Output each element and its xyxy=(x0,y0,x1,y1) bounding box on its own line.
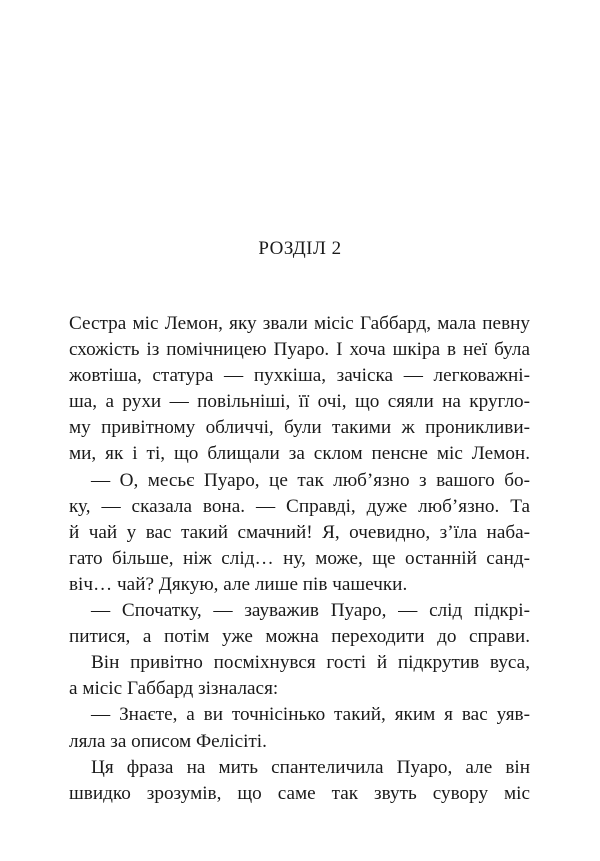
text-line: му привітному обличчі, були такими ж проникливи- xyxy=(69,417,530,439)
text-line: швидко зрозумів, що саме так звуть сувору міс xyxy=(69,782,530,804)
text-line: — О, месьє Пуаро, це так люб’язно з вашого бо- xyxy=(91,469,530,491)
text-line: Сестра міс Лемон, яку звали місіс Габбард, мала певну xyxy=(69,313,530,334)
text-line: віч… чай? Дякую, але лише пів чашечки. xyxy=(69,573,408,595)
text-line: гато більше, ніж слід… ну, може, ще останній санд- xyxy=(69,547,530,569)
text-line: ляла за описом Фелісіті. xyxy=(69,730,267,752)
text-line: Ця фраза на мить спантеличила Пуаро, але він xyxy=(91,756,530,778)
text-line: й чай у вас такий смачний! Я, очевидно, з’їла наба- xyxy=(69,521,530,543)
text-line: — Спочатку, — зауважив Пуаро, — слід підкрі- xyxy=(91,600,530,622)
text-line: — Знаєте, а ви точнісінько такий, яким я вас уяв- xyxy=(91,704,530,726)
chapter-title: РОЗДІЛ 2 xyxy=(258,238,342,259)
body-text xyxy=(69,311,530,807)
text-line: Він привітно посміхнувся гості й підкрутив вуса, xyxy=(91,652,530,674)
text-line: ми, як і ті, що блищали за склом пенсне міс Лемон. xyxy=(69,443,530,465)
text-line: а місіс Габбард зізналася: xyxy=(69,678,279,700)
text-line: питися, а потім уже можна переходити до справи. xyxy=(69,626,530,648)
text-line: ку, — сказала вона. — Справді, дуже люб’язно. Та xyxy=(69,495,530,517)
text-line: жовтіша, статура — пухкіша, зачіска — легковажні- xyxy=(69,365,530,387)
text-line: ша, а рухи — повільніші, її очі, що сяяли на кругло- xyxy=(69,391,530,413)
text-line: схожість із помічницею Пуаро. І хоча шкіра в неї була xyxy=(69,339,530,361)
